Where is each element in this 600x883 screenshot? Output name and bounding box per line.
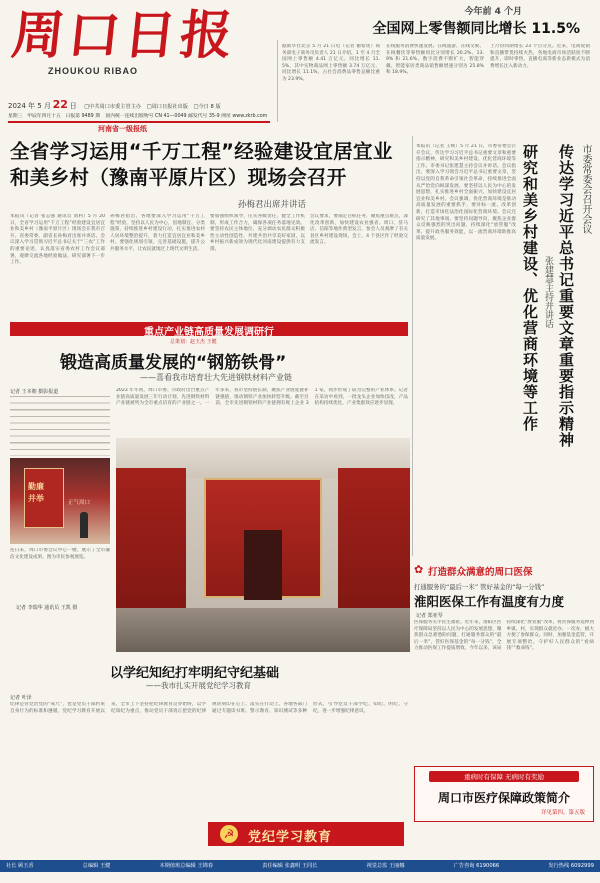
party-emblem-icon: ☭	[220, 825, 238, 843]
wall-line-3: 正气周口	[68, 500, 91, 506]
band-label: 重点产业链高质量发展调研行	[144, 327, 274, 338]
gallery-door	[244, 530, 282, 600]
top-teaser	[282, 4, 592, 118]
wall-line-2: 并举	[28, 494, 44, 503]
teaser-col-2: 在线服务消费快速发展。在线旅游、在线文娱、在线餐饮等零售额同比分别增长 20.2%、13.9% 和 21.6%。数字消费不断扩大，智能穿戴、智能家居类商品销售额增速分别为 25.8% 和 18.9%。	[386, 44, 484, 76]
right-banner-subtitle: 张建慧主持并讲话	[543, 256, 553, 328]
steel-title: 锻造高质量发展的“钢筋铁骨”	[60, 353, 287, 373]
teaser-kicker: 今年前 4 个月	[464, 7, 522, 17]
right-banner-kicker: 市委常委会召开会议	[580, 144, 591, 234]
discipline-badge	[208, 822, 404, 846]
lead-col-1: 本报讯（记者 张志强 通讯员 刘利）5 月 20 日，全省学习运用“千万工程”经验建设宜居宜业和美乡村（豫南平原片区）现场会在我市召开。省委常委、副省长孙梅君出席并讲话。会议深入学习贯彻习近平总书记关于“三农”工作的重要论述，认真落实省委农村工作会议部署，观摩交流各地经验做法，研究部署下一步工作。	[10, 214, 105, 266]
discipline-credit: 记者 叶泽	[10, 695, 32, 701]
issue-date-day: 22	[52, 98, 68, 111]
teaser-col-3: 上月份同期增长 23 个百分点。近来，电商促销和直播带货持续火热，各地电商市场活跃度不断提升，即时零售、直播电商等新业态新模式为消费增长注入新动力。	[490, 44, 590, 69]
lead-col-3: 要加强组织领导，压实各级责任，健全工作机制，形成工作合力，确保各项任务落地见效。要坚持农民主体地位，充分调动农民群众积极性主动性创造性，共建共治共享美好家园，以乡村振兴新成效为现代化河南建设提供有力支撑。	[210, 214, 305, 252]
masthead-rule	[8, 121, 270, 123]
square-icon: □	[193, 104, 199, 110]
policy-title: 周口市医疗保障政策简介	[437, 791, 570, 805]
footer-items	[6, 862, 594, 869]
footer-item: 责任编辑 张鑫明 王同长	[262, 863, 318, 869]
health-title: 淮阳医保工作有温度有力度	[414, 594, 565, 609]
visitor-figure	[80, 512, 88, 538]
square-icon: □	[84, 104, 90, 110]
industry-band	[10, 322, 408, 336]
issue-date-suffix: 日	[69, 102, 77, 110]
footer-item: 社长 顾玉香	[6, 863, 34, 869]
footer-item: 广告咨询 6190066	[453, 863, 500, 869]
footer-item: 发行热线 6092999	[548, 863, 594, 869]
footer-item: 视觉总监 王丽娜	[366, 863, 405, 869]
edition: 周口日报社出版	[151, 104, 188, 110]
exhibit-photo-small	[10, 458, 110, 544]
footer-item: 本期值班总编辑 王锦春	[159, 863, 214, 869]
lead-subtitle: 孙梅君出席并讲话	[238, 200, 307, 210]
steel-body: 2023 年年初，周口市委、市政府出台重点产业链高质量发展三年行动计划，先进钢铁材料产业链被列为全市重点培育的产业链之一。一年多来，我市坚持链长制，聚焦产业链延链补链强链，推动钢铁产业加快转型升级。截至目前，全市先进钢铁材料产业链拥有规上企业 31 家，初步形成了较为完整的产业体系。记者在采访中看到，一批龙头企业加快技改，产品结构持续优化，产业集群效应逐步显现。	[116, 388, 408, 407]
publisher: 中共周口市委主管主办	[89, 104, 142, 110]
health-banner	[414, 562, 596, 578]
policy-tag	[429, 771, 579, 782]
lead-story	[10, 140, 410, 300]
issue-line: 星期三 甲辰年四月十五 日报第 9489 期	[8, 114, 101, 119]
red-wall-left	[116, 468, 186, 628]
red-wall-right	[338, 468, 410, 628]
health-credit: 记者 郑亚琴	[416, 613, 443, 619]
masthead-pinyin: ZHOUKOU RIBAO	[48, 66, 138, 76]
exhibit-wall	[24, 468, 64, 528]
health-body: 医保服务关乎民生福祉。近年来，淮阳区医疗保障局坚持以人民为中心的发展思想，聚焦群众急难愁盼问题，打通服务群众的“最后一米”，管好医保基金的“每一分钱”，全力推动医保工作提质增效。今年以来，该局持续深化“放管服”改革，将医保服务延伸到乡镇、村，实现群众就近办、一次办，极大方便了参保群众。同时，加强基金监管，开展专项整治，守护好人民群众的“看病钱”“救命钱”。	[414, 620, 594, 652]
steel-subtitle: ——喜看我市培育壮大先进钢铁材料产业链	[140, 373, 292, 382]
health-banner-label: 打造群众满意的周口医保	[428, 567, 533, 578]
policy-box	[414, 766, 594, 822]
issue-date-prefix: 2024 年 5 月	[8, 102, 51, 110]
policy-more[interactable]: 详见第四、第五版	[540, 810, 585, 816]
cn-line: 国内统一连续出版物号 CN 41—0049 邮发代号 35-9 网址 www.zkrb.com	[105, 114, 268, 119]
pages: 今日 8 版	[198, 104, 221, 110]
right-banner-title-2: 研究和美乡村建设、优化营商环境等工作	[521, 144, 539, 432]
teaser-col-1: 据新华社北京 5 月 21 日电（记者 谢希瑶）商务部电子商务司负责人 21 日介绍，1 至 4 月全国网上零售额 4.41 万亿元，同比增长 11.5%，其中实物商品网上零售额 3.74 万亿元，同比增长 11.1%，占社会消费品零售总额比重为 23.9%。	[282, 44, 380, 82]
photo-credit: 记者 王本朝 摄影报道	[10, 389, 59, 395]
photo-signoff: 记者 李瑞华 通讯员 王凯 摄	[16, 605, 78, 611]
teaser-title: 全国网上零售额同比增长 11.5%	[372, 21, 580, 37]
health-kicker: 打通服务的“最后一米” 管好基金的“每一分钱”	[414, 583, 545, 591]
discipline-subtitle: ——我市扎实开展党纪学习教育	[146, 681, 251, 690]
right-banner-title: 传达学习近平总书记重要文章重要指示精神	[557, 144, 575, 448]
footer-bar	[0, 860, 600, 872]
square-icon: □	[146, 104, 152, 110]
lead-col-2: 孙梅君指出，各地要深入学习运用“千万工程”经验，坚持以人民为中心，因地制宜、分类施策，持续推进乡村建设行动，扎实推进农村人居环境整治提升，着力打造宜居宜业和美乡村。要强化规划引领，完善基础设施，提升公共服务水平，让农民就地过上现代文明生活。	[110, 214, 205, 252]
photo-caption-text: 连日来，周口市委会议中心一楼，展示了全市廉洁文化建设成果。图为市民参观展览。	[10, 548, 110, 560]
lead-title-line-2: 和美乡村（豫南平原片区）现场会召开	[10, 166, 347, 189]
floor	[116, 608, 410, 652]
badge-label: 党纪学习教育	[248, 830, 333, 845]
right-banner	[416, 136, 596, 556]
lead-col-4: 会议要求，要锚定目标任务，聚焦重点难点，深化改革创新，加快建设农业强省。周口、驻马店、信阳等地作典型发言，参会人员观摩了有关县区乡村建设现场。会上，4 个县区作了经验交流发言。	[310, 214, 408, 246]
policy-tag-label: 重病时有保障 无病时有奖励	[463, 773, 545, 781]
discipline-body: 纪律是管党治党的“戒尺”，也是党员干部约束自身行为的标准和遵循。党纪学习教育开展以来，全市上下坚持把纪律教育贯穿始终，以学纪知纪为重点，推动党员干部真正把党的纪律规矩刻印在心上、落实在行动上。各地各部门通过专题读书班、警示教育、知识测试等多种形式，引导党员干部学纪、知纪、明纪、守纪，进一步增强纪律意识。	[10, 702, 408, 714]
left-text-block	[10, 396, 110, 456]
province-badge: 河南省一级报纸	[98, 125, 147, 133]
flower-icon: ✿	[414, 563, 424, 576]
masthead-title: 周口日报	[8, 5, 240, 66]
discipline-title: 以学纪知纪打牢明纪守纪基础	[110, 666, 280, 681]
right-banner-body: 本报讯（记者 王映）5 月 21 日，市委常委会召开会议，传达学习习近平总书记重要文章和重要指示精神，研究和美乡村建设、优化营商环境等工作。市委书记张建慧主持会议并讲话。会议指出，要深入学习领会习近平总书记重要文章，坚持以党的自我革命引领社会革命，持续推进全面从严治党向纵深发展。要坚持以人民为中心的发展思想，扎实推进乡村全面振兴，加快建设宜居宜业和美乡村。会议强调，优化营商环境是推动高质量发展的重要抓手，要对标一流、改革创新，打造市场化法治化国际化营商环境。会议还研究了其他事项。要坚持问题导向，聚焦企业群众反映强烈的突出问题，持续深化“放管服”改革，提升政务服务效能，以一流营商环境助推高质量发展。	[416, 144, 516, 242]
wall-line-1: 勤廉	[28, 482, 44, 491]
footer-item: 总编辑 王健	[82, 863, 111, 869]
exhibit-photo-large	[116, 438, 410, 652]
lead-title-line-1: 全省学习运用“千万工程”经验建设宜居宜业	[10, 140, 393, 163]
band-sublabel: 总策划：赵玉杰 王健	[170, 339, 217, 345]
